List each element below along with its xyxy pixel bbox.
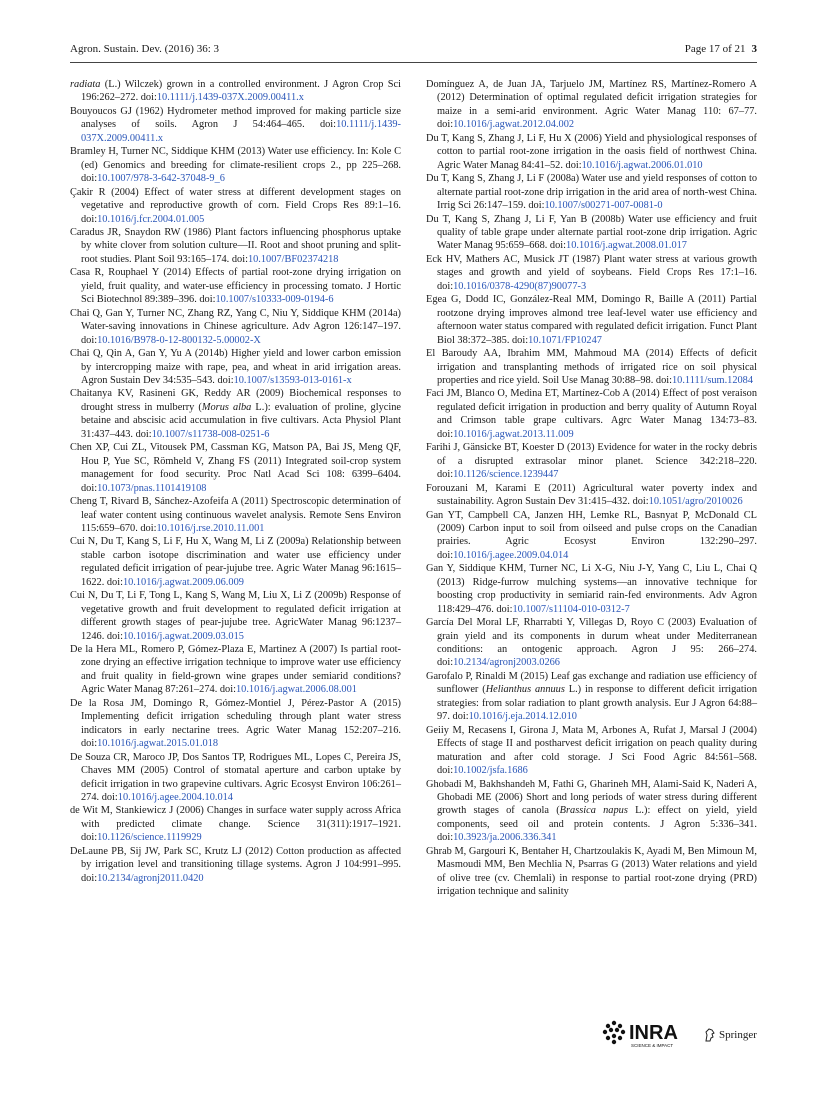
doi-link[interactable]: 10.1126/science.1119929 [97, 832, 202, 844]
doi-link[interactable]: 10.1007/s11738-008-0251-6 [151, 428, 270, 440]
reference-text: Chen XP, Cui ZL, Vitousek PM, Cassman KG, Matson PA, Bai JS, Meng QF, Hou P, Yue SC, Römheld V, Zhang FS (2011) Integrated soil-crop system management for food security. Proc Natl Acad Sci 108: 6399–6404. doi: [70, 442, 401, 494]
reference-text: Gan Y, Siddique KHM, Turner NC, Li X-G, Niu J-Y, Yang C, Liu L, Chai Q (2013) Ridge-furrow mulching systems—an innovative technique for boosting crop productivity in semiarid rain-fed environments. Adv Agron 118:429–476. doi: [426, 563, 757, 615]
reference-entry [426, 387, 757, 441]
reference-entry [70, 751, 401, 805]
reference-text: Farihi J, Gänsicke BT, Koester D (2013) Evidence for water in the rocky debris of a disrupted extrasolar minor planet. Science 342:218–220. doi: [426, 442, 757, 481]
reference-entry [70, 78, 401, 105]
doi-link[interactable]: 10.1016/j.agwat.2006.01.010 [581, 159, 703, 171]
reference-italic: Morus alba [201, 401, 252, 413]
reference-entry [70, 643, 401, 697]
reference-entry [70, 589, 401, 643]
reference-text: Faci JM, Blanco O, Medina ET, Martínez-Cob A (2014) Effect of post veraison regulated deficit irrigation in production and berry quality of Autumn Royal and Crimson table grape cultivars. Agrc Water Manag 134:73–83. doi: [426, 388, 757, 440]
reference-entry [426, 670, 757, 724]
reference-text: Çakir R (2004) Effect of water stress at different development stages on vegetative and reproductive growth of corn. Field Crops Res 89:1–16. doi: [70, 186, 401, 225]
reference-text: Chai Q, Gan Y, Turner NC, Zhang RZ, Yang C, Niu Y, Siddique KHM (2014a) Water-saving innovations in Chinese agriculture. Adv Agron 126:147–197. doi: [70, 307, 401, 346]
reference-entry [70, 105, 401, 145]
reference-entry [70, 266, 401, 306]
reference-entry [426, 441, 757, 481]
reference-text: Gan YT, Campbell CA, Janzen HH, Lemke RL, Basnyat P, McDonald CL (2009) Carbon input to soil from oilseed and pulse crops on the Canadian prairies. Agric Ecosyst Environ 132:290–297. doi: [426, 509, 757, 561]
reference-text: De Souza CR, Maroco JP, Dos Santos TP, Rodrigues ML, Lopes C, Pereira JS, Chaves MM (2005) Control of stomatal aperture and carbon uptake by deficit irrigation in two grapevine cultivars. Agric Ecosyst Environ 106:261–274. doi: [70, 751, 401, 804]
references-right-column [426, 78, 757, 899]
doi-link[interactable]: 10.1016/0378-4290(87)90077-3 [453, 280, 587, 292]
reference-italic: Helianthus annuus [485, 684, 565, 696]
reference-text: Du T, Kang S, Zhang J, Li F, Hu X (2006) Yield and physiological responses of cotton to partial root-zone irrigation in the oasis field of northwest China. Agric Water Manag 84:41–52. doi: [426, 132, 757, 171]
reference-text: De la Hera ML, Romero P, Gómez-Plaza E, Martinez A (2007) Is partial root-zone drying an effective irrigation technique to improve water use efficiency and fruit quality in field-grown wine grapes under semiarid conditions? Agric Water Manag 87:261–274. doi: [70, 644, 401, 696]
doi-link[interactable]: 10.1016/j.agwat.2009.06.009 [122, 576, 244, 588]
reference-text: Chai Q, Qin A, Gan Y, Yu A (2014b) Higher yield and lower carbon emission by intercropping maize with rape, pea, and wheat in arid irrigation areas. Agron Sustain Dev 34:535–543. doi: [70, 348, 401, 386]
reference-entry [70, 145, 401, 185]
reference-entry [70, 845, 401, 885]
doi-link[interactable]: 10.1016/j.agwat.2009.03.015 [122, 630, 244, 642]
reference-entry [426, 562, 757, 616]
doi-link[interactable]: 10.1007/s00271-007-0081-0 [544, 200, 663, 212]
reference-entry [426, 347, 757, 387]
reference-text: Du T, Kang S, Zhang J, Li F (2008a) Water use and yield responses of cotton to alternate partial root-zone drip irrigation in the arid area of north-west China. Irrig Sci 26:147–159. doi: [426, 173, 757, 212]
reference-text: Caradus JR, Snaydon RW (1986) Plant factors influencing phosphorus uptake by white clover from solution culture—II. Root and shoot pruning and split-root studies. Plant Soil 93:165–174. doi: [70, 226, 401, 265]
reference-entry [426, 293, 757, 347]
doi-link[interactable]: 10.1016/j.agwat.2008.01.017 [566, 240, 687, 252]
doi-link[interactable]: 10.1016/B978-0-12-800132-5.00002-X [97, 334, 261, 346]
reference-entry [70, 495, 401, 535]
reference-text: Geiiy M, Recasens I, Girona J, Mata M, Arbones A, Rufat J, Marsal J (2004) Effects of stage II and postharvest deficit irrigation on peach quality during maturation and after cold storage. J Sci Food Agric 84:561–568. doi: [426, 724, 757, 777]
reference-entry [426, 845, 757, 899]
reference-text: Forouzani M, Karami E (2011) Agricultural water poverty index and sustainability. Agron Sustain Dev 31:415–432. doi: [426, 482, 757, 508]
doi-link[interactable]: 10.1051/agro/2010026 [648, 496, 743, 508]
page-of: Page 17 of 21 [684, 43, 746, 55]
reference-text: El Baroudy AA, Ibrahim MM, Mahmoud MA (2014) Effects of deficit irrigation and transplanting methods of irrigated rice on soil physical properties and rice yield. Soil Use Manag 30:88–98. doi: [426, 348, 757, 386]
doi-link[interactable]: 10.1071/FP10247 [528, 334, 602, 346]
doi-link[interactable]: 10.2134/agronj2003.0266 [453, 657, 560, 669]
reference-text: Bouyoucos GJ (1962) Hydrometer method improved for making particle size analyses of soils. Agron J 54:464–465. doi: [70, 105, 401, 131]
reference-text: de Wit M, Stankiewicz J (2006) Changes in surface water supply across Africa with predicted climate change. Science 31(311):1917–1921. doi: [70, 805, 401, 844]
doi-link[interactable]: 10.1016/j.rse.2010.11.001 [156, 522, 265, 534]
reference-entry [70, 307, 401, 347]
doi-link[interactable]: 10.3923/ja.2006.336.341 [453, 832, 557, 844]
doi-link[interactable]: 10.1007/978-3-642-37048-9_6 [97, 173, 225, 185]
doi-link[interactable]: 10.1016/j.eja.2014.12.010 [468, 711, 577, 723]
doi-link[interactable]: 10.2134/agronj2011.0420 [97, 872, 204, 884]
inra-wordmark: INRA [629, 1022, 678, 1044]
reference-entry [426, 778, 757, 845]
doi-link[interactable]: 10.1111/j.1439-037X.2009.00411.x [156, 92, 304, 104]
reference-entry [426, 482, 757, 509]
reference-text: Chaitanya KV, Rasineni GK, Reddy AR (2009) Biochemical responses to drought stress in mulberry ( [70, 388, 401, 413]
page-number: 3 [751, 43, 757, 55]
reference-entry [70, 347, 401, 387]
reference-text: Eck HV, Mathers AC, Musick JT (1987) Plant water stress at various growth stages and growth and yield of soybeans. Field Crops Res 17:1–16. doi: [426, 253, 757, 292]
reference-text: Garofalo P, Rinaldi M (2015) Leaf gas exchange and radiation use efficiency of sunflower ( [426, 670, 757, 696]
inra-logo [598, 1016, 698, 1050]
doi-link[interactable]: 10.1016/j.agee.2004.10.014 [117, 792, 233, 804]
reference-text: Cui N, Du T, Li F, Tong L, Kang S, Wang M, Liu X, Li Z (2009b) Response of vegetative growth and fruit development to regulated deficit irrigation at different growth stages of pear-jujube tree. AgricWater Manag 96:1237–1246. doi: [70, 590, 401, 642]
reference-entry [426, 724, 757, 778]
reference-entry [426, 172, 757, 212]
reference-text: L.): evaluation of proline, glycine betaine and abscisic acid accumulation in five cultivars. Acta Physiol Plant 31:437–443. doi: [81, 401, 401, 440]
reference-text: Domínguez A, de Juan JA, Tarjuelo JM, Martínez RS, Martínez-Romero A (2012) Determination of optimal regulated deficit irrigation strategies for maize in a semi-arid environment. Agric Water Manag 110: 67–77. doi: [426, 79, 757, 131]
reference-text: Ghrab M, Gargouri K, Bentaher H, Chartzoulakis K, Ayadi M, Ben Mimoun M, Masmoudi MM, Ben Mechlia N, Psarras G (2013) Water relations and yield of olive tree (cv. Chemlali) in response to partial root-zone drying (PRD) irrigation technique and salinity [426, 845, 757, 898]
reference-entry [70, 535, 401, 589]
doi-link[interactable]: 10.1016/j.agee.2009.04.014 [453, 549, 569, 561]
springer-logo [704, 1028, 757, 1042]
reference-entry [70, 441, 401, 495]
reference-entry [70, 697, 401, 751]
reference-text: DeLaune PB, Sij JW, Park SC, Krutz LJ (2012) Cotton production as affected by irrigation level and transitioning tillage systems. Agron J 104:991–995. doi: [70, 845, 401, 884]
reference-text: Bramley H, Turner NC, Siddique KHM (2013) Water use efficiency. In: Kole C (ed) Genomics and breeding for climate-resilient crops 2., pp 225–268. doi: [70, 146, 401, 185]
reference-text: Ghobadi M, Bakhshandeh M, Fathi G, Gharineh MH, Alami-Said K, Naderi A, Ghobadi ME (2006) Short and long periods of water stress during different growth stages of canola ( [426, 778, 757, 817]
reference-text: Egea G, Dodd IC, González-Real MM, Domingo R, Baille A (2011) Partial rootzone drying improves almond tree leaf-level water use efficiency and afternoon water status compared with regulated deficit irrigation. Funct Plant Biol 38:372–385. doi: [426, 294, 757, 346]
reference-text: Casa R, Rouphael Y (2014) Effects of partial root-zone drying irrigation on yield, fruit quality, and water-use efficiency in processing tomato. J Hortic Sci Biotechnol 89:389–396. doi: [70, 267, 401, 306]
reference-entry [426, 78, 757, 132]
doi-link[interactable]: 10.1016/j.agwat.2012.04.002 [453, 119, 575, 131]
inra-tagline: SCIENCE & IMPACT [631, 1043, 674, 1048]
reference-entry [426, 253, 757, 293]
reference-entry [70, 226, 401, 266]
doi-link[interactable]: 10.1016/j.fcr.2004.01.005 [97, 213, 205, 225]
reference-entry [70, 804, 401, 844]
reference-text: L.) in response to different deficit irrigation strategies: from solar radiation to plant growth analysis. Eur J Agron 64:88–97. doi: [437, 684, 757, 723]
reference-text: Du T, Kang S, Zhang J, Li F, Yan B (2008b) Water use efficiency and fruit quality of table grape under alternate partial root-zone drip irrigation. Agric Water Manag 95:659–668. doi: [426, 213, 757, 252]
doi-link[interactable]: 10.1016/j.agwat.2013.11.009 [453, 428, 574, 440]
doi-link[interactable]: 10.1007/BF02374218 [247, 253, 339, 265]
reference-italic: radiata [70, 79, 101, 90]
page-header [70, 40, 757, 58]
doi-link[interactable]: 10.1007/s10333-009-0194-6 [215, 294, 334, 306]
references-left-column [70, 78, 401, 885]
doi-link[interactable]: 10.1073/pnas.1101419108 [97, 482, 207, 494]
reference-text: García Del Moral LF, Rharrabti Y, Villegas D, Royo C (2003) Evaluation of grain yield and its components in durum wheat under Mediterranean conditions: an ontogenic approach. Agron J 95: 266–274. doi: [426, 617, 757, 669]
springer-horse-icon [704, 1028, 716, 1042]
page-indicator [685, 43, 757, 55]
doi-link[interactable]: 10.1016/j.agwat.2006.08.001 [235, 684, 357, 696]
reference-entry [426, 509, 757, 563]
reference-entry [426, 132, 757, 172]
reference-text: (L.) Wilczek) grown in a controlled environment. J Agron Crop Sci 196:262–272. doi: [81, 79, 401, 104]
doi-link[interactable]: 10.1002/jsfa.1686 [453, 765, 528, 777]
publisher-footer [598, 1016, 761, 1050]
header-rule [70, 62, 757, 63]
reference-italic: Brassica napus [559, 805, 628, 817]
springer-wordmark: Springer [719, 1029, 757, 1041]
reference-text: De la Rosa JM, Domingo R, Gómez-Montiel J, Pérez-Pastor A (2015) Implementing deficit irrigation scheduling through plant water stress indicators in early nectarine trees. Agric Water Manag 152:207–216. doi: [70, 697, 401, 750]
journal-citation: Agron. Sustain. Dev. (2016) 36: 3 [70, 43, 219, 55]
doi-link[interactable]: 10.1007/s13593-013-0161-x [233, 374, 352, 386]
reference-text: Cui N, Du T, Kang S, Li F, Hu X, Wang M, Li Z (2009a) Relationship between stable carbon isotope discrimination and water use efficiency under regulated deficit irrigation of pear-jujube tree. Agric Water Manag 96:1615–1622. doi: [70, 536, 401, 588]
doi-link[interactable]: 10.1016/j.agwat.2015.01.018 [97, 738, 219, 750]
doi-link[interactable]: 10.1126/science.1239447 [453, 469, 559, 481]
reference-text: Cheng T, Rivard B, Sánchez-Azofeifa A (2011) Spectroscopic determination of leaf water content using continuous wavelet analysis. Remote Sens Environ 115:659–670. doi: [70, 496, 401, 534]
reference-entry [70, 186, 401, 226]
doi-link[interactable]: 10.1111/j.1439-037X.2009.00411.x [81, 119, 401, 144]
reference-entry [426, 213, 757, 253]
reference-entry [70, 387, 401, 441]
reference-entry [426, 616, 757, 670]
reference-text: L.): effect on yield, yield components, seed oil and protein contents. J Agron 5:336–341. doi: [437, 805, 758, 844]
doi-link[interactable]: 10.1111/sum.12084 [672, 374, 754, 386]
doi-link[interactable]: 10.1007/s11104-010-0312-7 [512, 603, 630, 615]
